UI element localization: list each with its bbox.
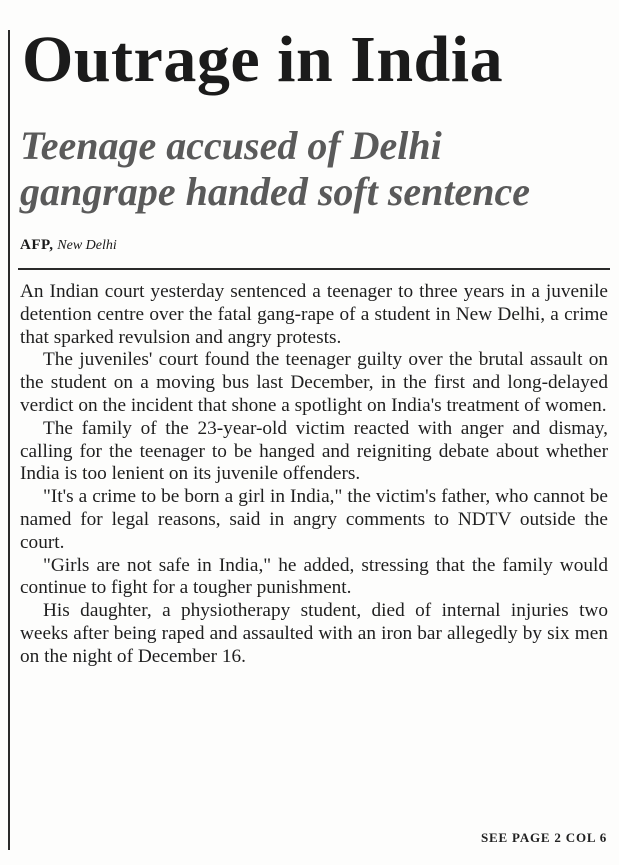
subheadline-line-1: Teenage accused of Delhi	[20, 123, 442, 168]
article-paragraph: His daughter, a physiotherapy student, died of internal injuries two weeks after being raped and assaulted with an iron bar allegedly by six men on the night of December 16.	[20, 600, 608, 667]
article-paragraph: "It's a crime to be born a girl in India," the victim's father, who cannot be named for legal reasons, said in angry comments to NDTV outside the court.	[20, 486, 608, 553]
byline-dateline: New Delhi	[57, 238, 117, 253]
article-paragraph: "Girls are not safe in India," he added, stressing that the family would continue to fight for a tougher punishment.	[20, 554, 608, 599]
article-paragraph: The juveniles' court found the teenager guilty over the brutal assault on the student on a moving bus last December, in the first and long-delayed verdict on the incident that shone a spotlight on India's treatment of women.	[20, 349, 608, 416]
column-rule	[8, 30, 10, 850]
article-paragraph: The family of the 23-year-old victim reacted with anger and dismay, calling for the teenager to be hanged and reigniting debate about whether India is too lenient on its juvenile offenders.	[20, 417, 608, 485]
article-paragraph: An Indian court yesterday sentenced a teenager to three years in a juvenile detention centre over the fatal gang-rape of a student in New Delhi, a crime that sparked revulsion and angry protests.	[20, 281, 608, 348]
byline-agency: AFP,	[20, 237, 54, 253]
byline-divider	[18, 268, 610, 270]
headline: Outrage in India	[22, 23, 504, 96]
article-body	[20, 281, 608, 669]
continuation-note: SEE PAGE 2 COL 6	[481, 830, 607, 845]
subheadline-line-2: gangrape handed soft sentence	[20, 169, 530, 214]
subheadline	[20, 123, 610, 215]
byline	[20, 236, 117, 255]
